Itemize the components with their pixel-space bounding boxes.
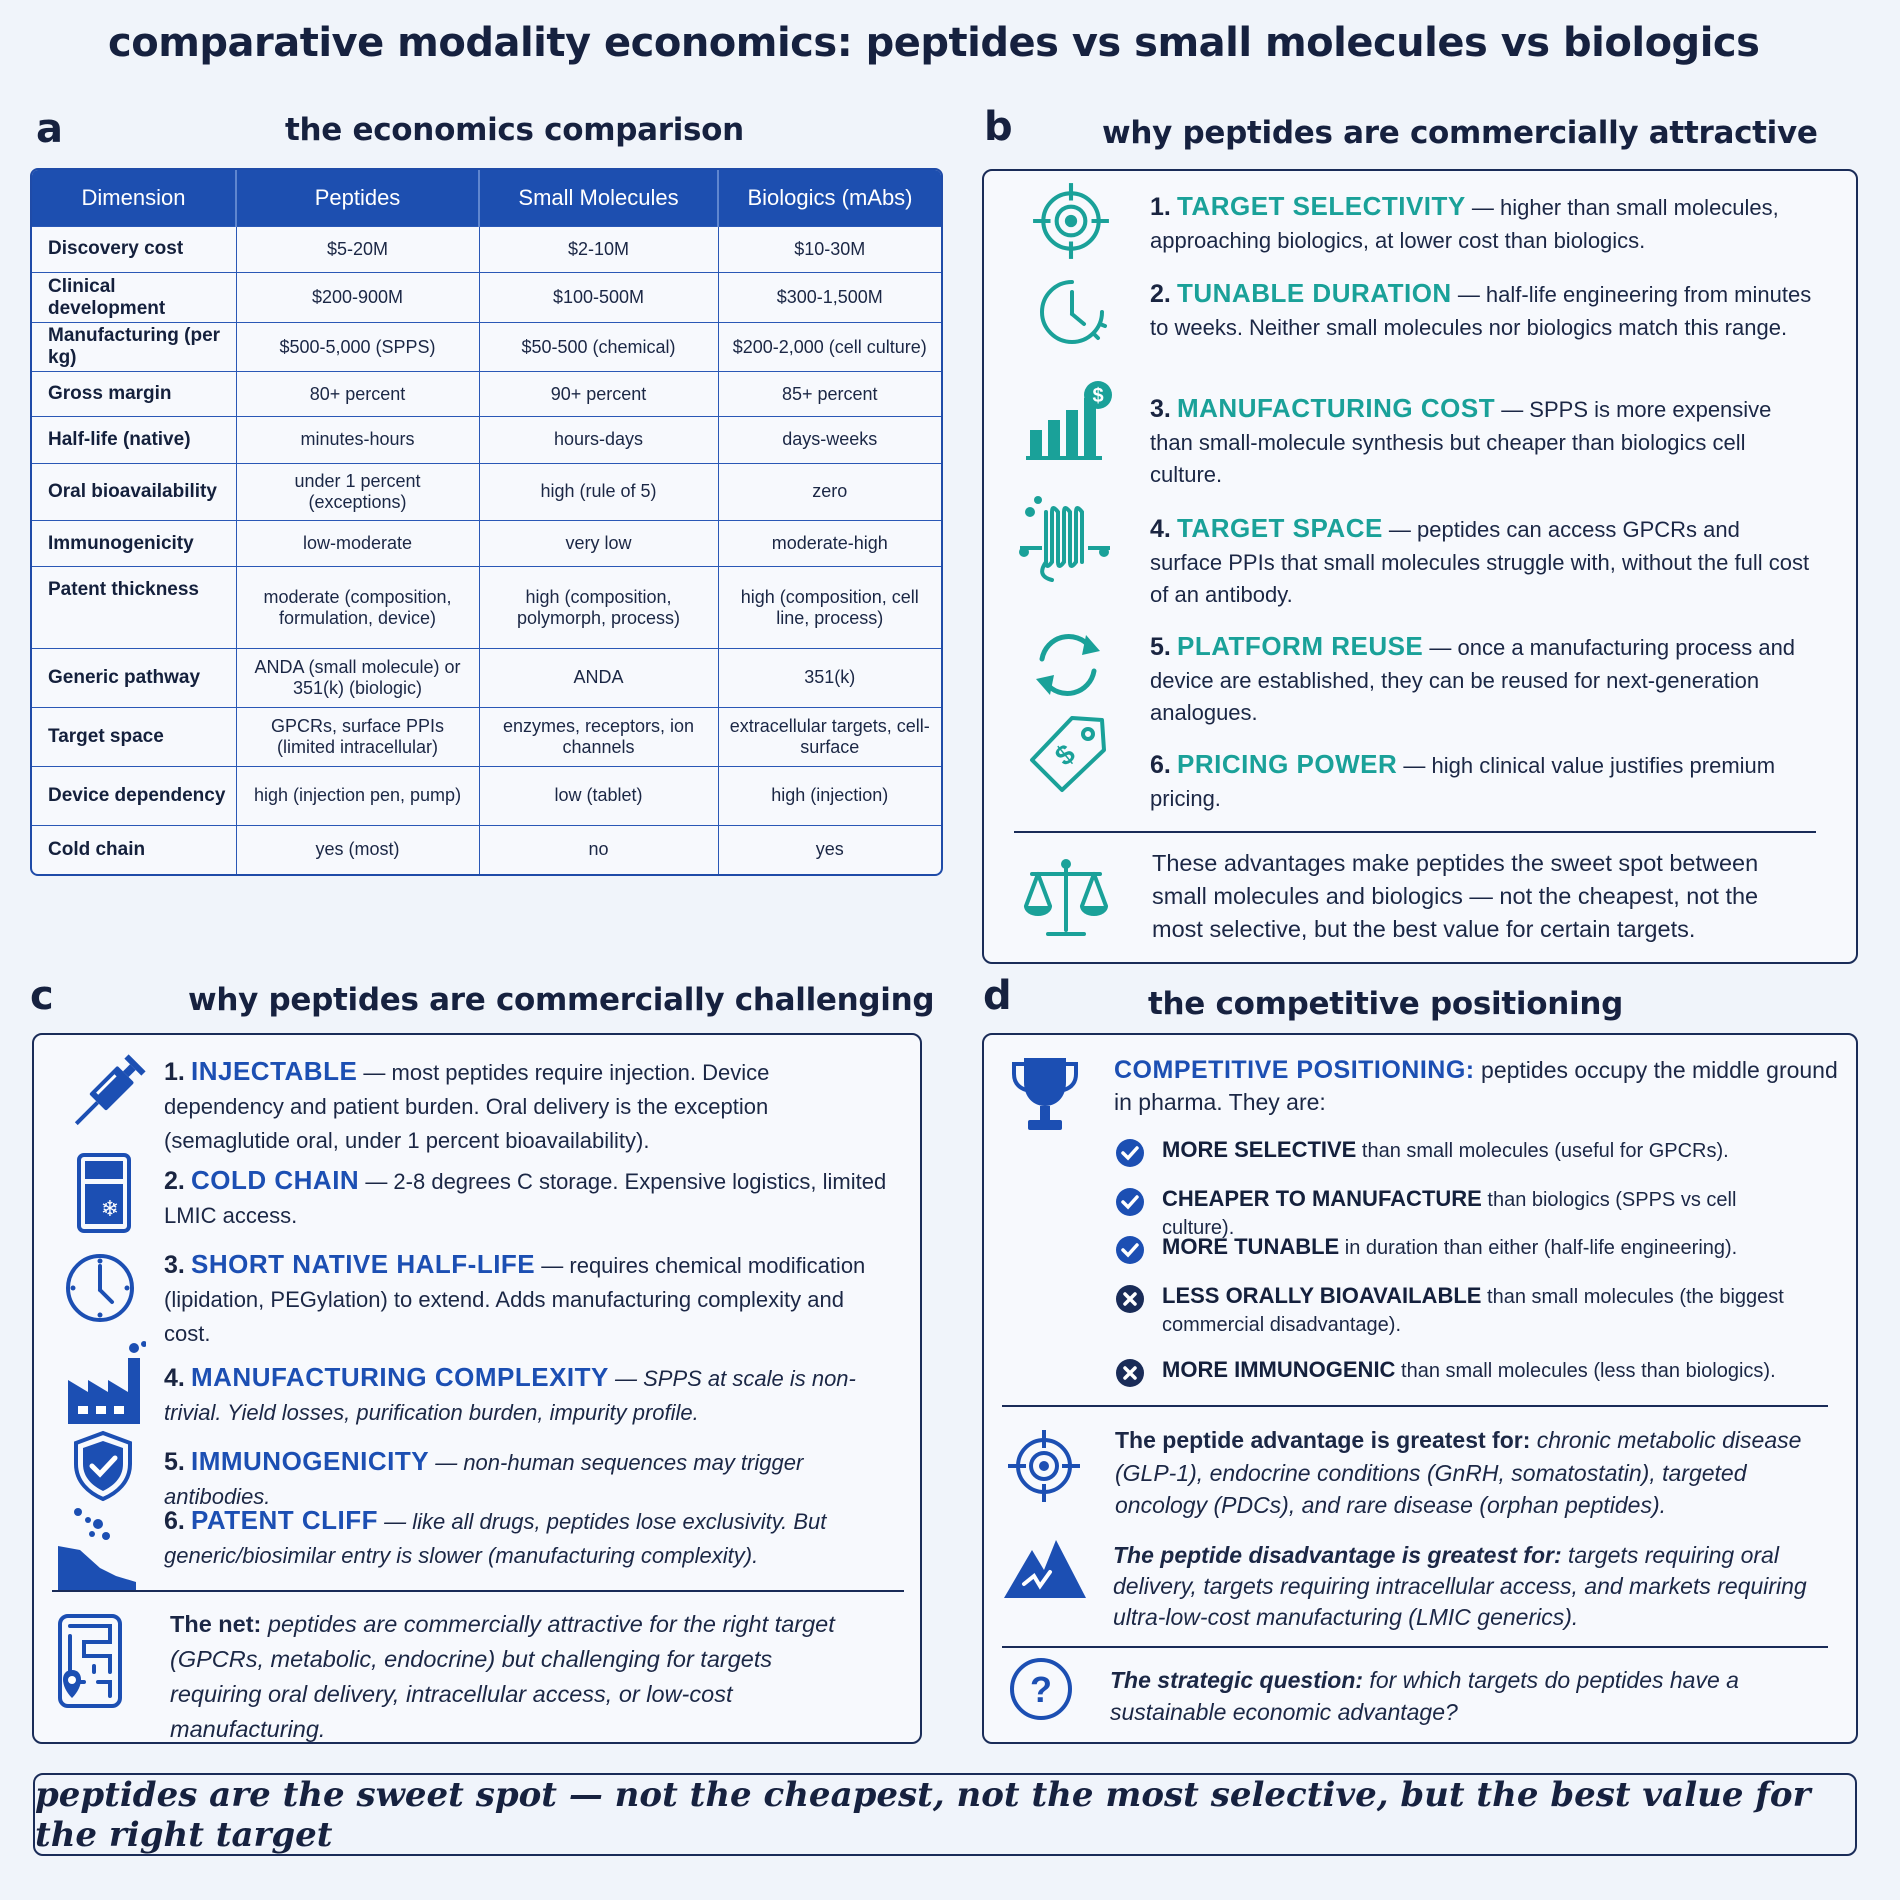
advantage-note bbox=[1115, 1424, 1835, 1522]
table-dimension-cell: Clinical development bbox=[32, 273, 236, 322]
item-number: 4. bbox=[164, 1364, 185, 1392]
table-row bbox=[32, 520, 941, 567]
economics-table bbox=[30, 168, 943, 876]
item-keyword: TARGET SELECTIVITY bbox=[1176, 191, 1466, 221]
table-cell: ANDA bbox=[479, 648, 718, 707]
panel-c-summary-lead: The net: bbox=[170, 1611, 262, 1637]
recycle-icon bbox=[1028, 625, 1108, 705]
table-dimension-cell: Half-life (native) bbox=[32, 416, 236, 463]
table-cell: $2-10M bbox=[479, 226, 718, 273]
table-row bbox=[32, 825, 941, 874]
table-header-row bbox=[32, 170, 941, 226]
table-row bbox=[32, 322, 941, 371]
trophy-icon bbox=[1010, 1056, 1080, 1134]
table-dimension-cell: Discovery cost bbox=[32, 226, 236, 273]
strategic-question bbox=[1110, 1664, 1810, 1728]
table-cell: 80+ percent bbox=[236, 372, 479, 417]
advantage-item bbox=[1150, 277, 1814, 344]
item-number: 6. bbox=[164, 1507, 185, 1535]
table-header-cell: Dimension bbox=[32, 170, 236, 226]
item-text: — peptides can access GPCRs and surface PPIs that small molecules struggle with, without the full cost of an antibody. bbox=[1150, 517, 1810, 607]
table-cell: $300-1,500M bbox=[718, 273, 941, 322]
conclusion-banner bbox=[33, 1773, 1857, 1856]
balance-scale-icon bbox=[1018, 856, 1114, 940]
point-text: than small molecules (less than biologics). bbox=[1395, 1360, 1776, 1382]
table-cell: ANDA (small molecule) or 351(k) (biologic) bbox=[236, 648, 479, 707]
table-cell: under 1 percent (exceptions) bbox=[236, 463, 479, 520]
item-text: — SPPS is more expensive than small-molecule synthesis but cheaper than biologics cell culture. bbox=[1150, 397, 1772, 487]
table-cell: high (composition, polymorph, process) bbox=[479, 567, 718, 648]
panel-b-title: why peptides are commercially attractive bbox=[1102, 115, 1818, 151]
table-row bbox=[32, 567, 941, 648]
table-dimension-cell: Patent thickness bbox=[32, 567, 236, 648]
item-text: — half-life engineering from minutes to weeks. Neither small molecules nor biologics match this range. bbox=[1150, 282, 1812, 340]
advantage-item bbox=[1150, 392, 1814, 492]
disadvantage-note bbox=[1113, 1540, 1835, 1633]
panel-d-title: the competitive positioning bbox=[1148, 986, 1623, 1022]
table-cell: high (composition, cell line, process) bbox=[718, 567, 941, 648]
table-row bbox=[32, 648, 941, 707]
table-cell: yes (most) bbox=[236, 825, 479, 874]
cliff-icon bbox=[56, 1506, 138, 1592]
disadvantage-lead: The peptide disadvantage is greatest for: bbox=[1113, 1542, 1562, 1568]
panel-a-letter: a bbox=[36, 106, 63, 152]
table-cell: minutes-hours bbox=[236, 416, 479, 463]
positioning-point bbox=[1162, 1356, 1802, 1385]
table-row bbox=[32, 766, 941, 825]
panel-c-summary-text: peptides are commercially attractive for the right target (GPCRs, metabolic, endocrine) but challenging for targets requiring oral delivery, intracellular access, or low-cost manufacturing. bbox=[170, 1611, 835, 1742]
panel-b-letter: b bbox=[984, 104, 1013, 150]
table-cell: no bbox=[479, 825, 718, 874]
item-text: — most peptides require injection. Device dependency and patient burden. Oral delivery is the exception (semaglutide oral, under 1 percent bioavailability). bbox=[164, 1060, 770, 1153]
price-tag-icon bbox=[1026, 712, 1110, 796]
panel-c-title: why peptides are commercially challenging bbox=[188, 982, 935, 1018]
table-cell: enzymes, receptors, ion channels bbox=[479, 707, 718, 766]
table-dimension-cell: Device dependency bbox=[32, 766, 236, 825]
table-cell: days-weeks bbox=[718, 416, 941, 463]
table-cell: high (rule of 5) bbox=[479, 463, 718, 520]
table-cell: $200-2,000 (cell culture) bbox=[718, 322, 941, 371]
table-cell: hours-days bbox=[479, 416, 718, 463]
table-cell: zero bbox=[718, 463, 941, 520]
gpcr-receptor-icon bbox=[1016, 492, 1116, 592]
item-text: — 2-8 degrees C storage. Expensive logistics, limited LMIC access. bbox=[164, 1169, 887, 1228]
target-icon bbox=[1006, 1428, 1082, 1504]
item-text: — higher than small molecules, approaching biologics, at lower cost than biologics. bbox=[1150, 195, 1779, 253]
item-keyword: MANUFACTURING COST bbox=[1176, 393, 1496, 423]
item-keyword: PRICING POWER bbox=[1176, 749, 1398, 779]
table-cell: high (injection pen, pump) bbox=[236, 766, 479, 825]
positioning-text: peptides occupy the middle ground in pharma. They are: bbox=[1114, 1057, 1838, 1115]
advantage-item bbox=[1150, 748, 1814, 815]
panel-b-summary: These advantages make peptides the sweet spot between small molecules and biologics — not the cheapest, not the most selective, but the best value for certain targets. bbox=[1152, 850, 1759, 942]
table-cell: $5-20M bbox=[236, 226, 479, 273]
syringe-icon bbox=[64, 1052, 148, 1136]
bar-chart-dollar-icon bbox=[1024, 378, 1116, 462]
table-row bbox=[32, 707, 941, 766]
point-text: than small molecules (useful for GPCRs). bbox=[1356, 1140, 1729, 1162]
table-row bbox=[32, 416, 941, 463]
panel-c-divider bbox=[52, 1590, 904, 1592]
item-keyword: SHORT NATIVE HALF-LIFE bbox=[190, 1249, 536, 1279]
positioning-point bbox=[1162, 1282, 1802, 1339]
checkmark-icon bbox=[1115, 1235, 1145, 1265]
shield-check-icon bbox=[72, 1430, 134, 1502]
item-keyword: PLATFORM REUSE bbox=[1176, 631, 1424, 661]
item-text: — like all drugs, peptides lose exclusivity. But generic/biosimilar entry is slower (manufacturing complexity). bbox=[164, 1509, 827, 1568]
clock-icon bbox=[60, 1248, 140, 1328]
item-number: 2. bbox=[1150, 280, 1171, 308]
table-dimension-cell: Generic pathway bbox=[32, 648, 236, 707]
advantage-lead: The peptide advantage is greatest for: bbox=[1115, 1427, 1531, 1453]
table-cell: 85+ percent bbox=[718, 372, 941, 417]
item-keyword: COLD CHAIN bbox=[190, 1165, 360, 1195]
panel-c-summary bbox=[170, 1607, 850, 1747]
item-text: — non-human sequences may trigger antibodies. bbox=[164, 1450, 804, 1509]
refrigerator-icon bbox=[76, 1152, 132, 1236]
point-text: than biologics (SPPS vs cell culture). bbox=[1162, 1189, 1737, 1239]
question-icon bbox=[1008, 1656, 1074, 1722]
question-lead: The strategic question: bbox=[1110, 1667, 1364, 1693]
positioning-keyword: COMPETITIVE POSITIONING: bbox=[1114, 1056, 1475, 1084]
question-text: for which targets do peptides have a sustainable economic advantage? bbox=[1110, 1667, 1739, 1725]
table-dimension-cell: Manufacturing (per kg) bbox=[32, 322, 236, 371]
item-number: 5. bbox=[1150, 633, 1171, 661]
factory-icon bbox=[64, 1340, 146, 1426]
checkmark-icon bbox=[1115, 1138, 1145, 1168]
table-row bbox=[32, 226, 941, 273]
clock-icon bbox=[1032, 272, 1112, 352]
table-cell: low (tablet) bbox=[479, 766, 718, 825]
table-dimension-cell: Cold chain bbox=[32, 825, 236, 874]
challenge-item bbox=[164, 1054, 894, 1158]
advantage-text: chronic metabolic disease (GLP-1), endocrine conditions (GnRH, somatostatin), targeted oncology (PDCs), and rare disease (orphan peptides). bbox=[1115, 1427, 1802, 1518]
item-keyword: IMMUNOGENICITY bbox=[190, 1446, 430, 1476]
item-number: 1. bbox=[1150, 193, 1171, 221]
panel-d-divider-1 bbox=[1002, 1405, 1828, 1407]
table-dimension-cell: Target space bbox=[32, 707, 236, 766]
item-keyword: TUNABLE DURATION bbox=[1176, 278, 1452, 308]
panel-c-letter: c bbox=[30, 973, 54, 1019]
point-keyword: MORE SELECTIVE bbox=[1162, 1137, 1357, 1162]
checkmark-icon bbox=[1115, 1187, 1145, 1217]
panel-b-divider bbox=[1014, 831, 1816, 833]
table-header-cell: Small Molecules bbox=[479, 170, 718, 226]
svg-text:?: ? bbox=[1030, 1669, 1052, 1710]
table-cell: $500-5,000 (SPPS) bbox=[236, 322, 479, 371]
table-dimension-cell: Immunogenicity bbox=[32, 520, 236, 567]
table-cell: moderate (composition, formulation, device) bbox=[236, 567, 479, 648]
target-icon bbox=[1030, 180, 1112, 262]
cross-icon bbox=[1115, 1358, 1145, 1388]
point-text: than small molecules (the biggest commercial disadvantage). bbox=[1162, 1286, 1784, 1336]
svg-text:$: $ bbox=[1092, 385, 1104, 407]
table-row bbox=[32, 372, 941, 417]
svg-text:❄: ❄ bbox=[100, 1197, 120, 1222]
conclusion-text: peptides are the sweet spot — not the cheapest, not the most selective, but the best value for the right target bbox=[35, 1774, 1811, 1855]
table-dimension-cell: Gross margin bbox=[32, 372, 236, 417]
positioning-point bbox=[1162, 1233, 1802, 1262]
point-keyword: MORE TUNABLE bbox=[1162, 1234, 1340, 1259]
item-number: 5. bbox=[164, 1448, 185, 1476]
table-cell: very low bbox=[479, 520, 718, 567]
item-number: 3. bbox=[1150, 395, 1171, 423]
mountain-icon bbox=[1002, 1536, 1088, 1602]
item-number: 2. bbox=[164, 1167, 185, 1195]
advantage-item bbox=[1150, 512, 1814, 612]
advantage-item bbox=[1150, 630, 1814, 730]
table-cell: $200-900M bbox=[236, 273, 479, 322]
item-number: 1. bbox=[164, 1058, 185, 1086]
table-cell: 351(k) bbox=[718, 648, 941, 707]
table-header-cell: Biologics (mAbs) bbox=[718, 170, 941, 226]
panel-d-divider-2 bbox=[1002, 1646, 1828, 1648]
challenge-item bbox=[164, 1163, 894, 1233]
positioning-point bbox=[1162, 1136, 1802, 1165]
table-row bbox=[32, 273, 941, 322]
table-dimension-cell: Oral bioavailability bbox=[32, 463, 236, 520]
point-text: in duration than either (half-life engineering). bbox=[1339, 1237, 1738, 1259]
item-text: — high clinical value justifies premium pricing. bbox=[1150, 753, 1776, 811]
challenge-item bbox=[164, 1503, 894, 1573]
maze-map-icon bbox=[54, 1612, 126, 1712]
item-keyword: MANUFACTURING COMPLEXITY bbox=[190, 1362, 609, 1392]
challenge-item bbox=[164, 1360, 894, 1430]
table-body bbox=[32, 226, 941, 874]
table-cell: yes bbox=[718, 825, 941, 874]
table-cell: moderate-high bbox=[718, 520, 941, 567]
item-keyword: TARGET SPACE bbox=[1176, 513, 1383, 543]
item-number: 3. bbox=[164, 1251, 185, 1279]
item-number: 6. bbox=[1150, 751, 1171, 779]
svg-text:$: $ bbox=[1049, 737, 1081, 772]
point-keyword: CHEAPER TO MANUFACTURE bbox=[1162, 1186, 1482, 1211]
table-cell: extracellular targets, cell-surface bbox=[718, 707, 941, 766]
point-keyword: LESS ORALLY BIOAVAILABLE bbox=[1162, 1283, 1482, 1308]
table-cell: $10-30M bbox=[718, 226, 941, 273]
item-text: — once a manufacturing process and device are established, they can be reused for next-generation analogues. bbox=[1150, 635, 1796, 725]
table-row bbox=[32, 463, 941, 520]
table-cell: $100-500M bbox=[479, 273, 718, 322]
positioning-heading bbox=[1114, 1054, 1844, 1118]
disadvantage-text: targets requiring oral delivery, targets requiring intracellular access, and markets requiring ultra-low-cost manufacturing (LMIC generics). bbox=[1113, 1542, 1807, 1630]
panel-d-letter: d bbox=[983, 973, 1012, 1019]
item-text: — requires chemical modification (lipidation, PEGylation) to extend. Adds manufacturing complexity and cost. bbox=[164, 1253, 866, 1346]
table-cell: GPCRs, surface PPIs (limited intracellular) bbox=[236, 707, 479, 766]
panel-a-title: the economics comparison bbox=[285, 112, 744, 148]
point-keyword: MORE IMMUNOGENIC bbox=[1162, 1357, 1396, 1382]
item-keyword: INJECTABLE bbox=[190, 1056, 358, 1086]
table-cell: $50-500 (chemical) bbox=[479, 322, 718, 371]
table-cell: low-moderate bbox=[236, 520, 479, 567]
table-cell: 90+ percent bbox=[479, 372, 718, 417]
cross-icon bbox=[1115, 1284, 1145, 1314]
challenge-item bbox=[164, 1247, 894, 1351]
page-title: comparative modality economics: peptides vs small molecules vs biologics bbox=[108, 20, 1760, 66]
advantage-item bbox=[1150, 190, 1814, 257]
table-cell: high (injection) bbox=[718, 766, 941, 825]
item-number: 4. bbox=[1150, 515, 1171, 543]
item-keyword: PATENT CLIFF bbox=[190, 1505, 378, 1535]
item-text: — SPPS at scale is non-trivial. Yield losses, purification burden, impurity profile. bbox=[164, 1366, 856, 1425]
table-header-cell: Peptides bbox=[236, 170, 479, 226]
